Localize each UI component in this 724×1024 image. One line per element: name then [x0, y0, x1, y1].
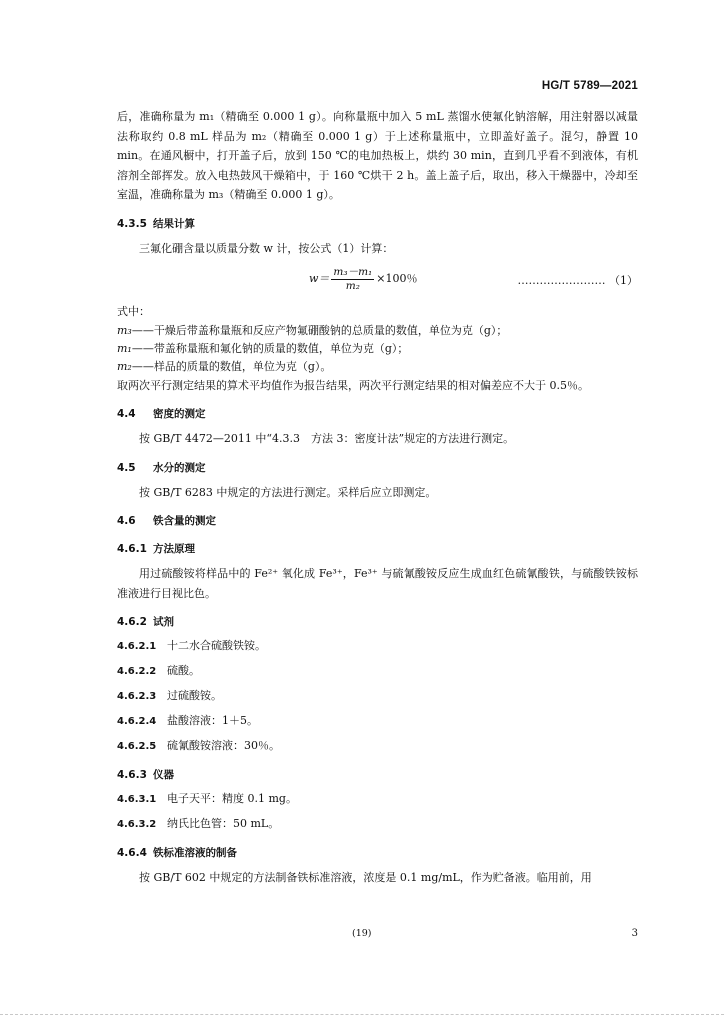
reagent-item [117, 712, 638, 731]
instrument-item [117, 790, 638, 809]
result-note: 取两次平行测定结果的算术平均值作为报告结果，两次平行测定结果的相对偏差应不大于 0.5％。 [117, 378, 589, 392]
section-heading-4-6 [117, 512, 638, 530]
section-number: 4.3.5 [117, 217, 147, 230]
page-marker: (19) [352, 928, 372, 939]
section-text: 用过硫酸铵将样品中的 Fe²⁺ 氧化成 Fe³⁺，Fe³⁺ 与硫氰酸铵反应生成血红色硫氰酸铁，与硫酸铁铵标准液进行目视比色。 [117, 567, 638, 600]
item-text: 电子天平：精度 0.1 mg。 [167, 792, 297, 805]
section-heading-4-3-5 [117, 215, 638, 233]
section-title: 仪器 [153, 769, 174, 781]
section-number: 4.4 [117, 408, 136, 420]
legend-symbol: m₃ [117, 323, 132, 337]
item-number: 4.6.3.1 [117, 794, 157, 805]
formula-fraction [331, 264, 374, 292]
section-heading-4-6-2 [117, 613, 638, 631]
formula-numerator: m₃－m₁ [333, 266, 373, 278]
item-text: 十二水合硫酸铁铵。 [167, 639, 266, 652]
formula-expression [309, 264, 417, 292]
section-heading-4-5 [117, 459, 638, 477]
section-heading-4-6-4 [117, 844, 638, 862]
legend-desc: ——样品的质量的数值，单位为克（g）。 [131, 359, 332, 373]
item-text: 盐酸溶液：1＋5。 [167, 714, 258, 727]
section-number: 4.6.3 [117, 769, 147, 781]
page-number: 3 [631, 928, 638, 939]
intro-paragraph: 后，准确称量为 m₁（精确至 0.000 1 g）。向称量瓶中加入 5 mL 蒸馏水使氟化钠溶解，用注射器以减量法称取约 0.8 mL 样品为 m₂（精确至 0.000 1 g）于上述称量瓶中，立即盖好盖子。混匀，静置 10 min。在通风橱中，打开盖子后，放到 150 ℃的电加热板上，烘约 30 min，直到几乎看不到液体，有机溶剂全部挥发。放入电热鼓风干燥箱中，于 160 ℃烘干 2 h。盖上盖子后，取出，移入干燥器中，冷却至室温，准确称量为 m₃（精确至 0.000 1 g）。 [117, 110, 638, 201]
item-text: 硫氰酸铵溶液：30％。 [167, 739, 280, 752]
calc-lead: 三氟化硼含量以质量分数 w 计，按公式（1）计算： [139, 241, 394, 255]
section-text: 按 GB/T 6283 中规定的方法进行测定。采样后应立即测定。 [139, 485, 437, 499]
legend-item [117, 322, 638, 340]
section-number: 4.6.1 [117, 543, 147, 555]
formula-denominator: m₂ [345, 280, 360, 292]
item-number: 4.6.2.2 [117, 666, 157, 677]
formula-number: …………………… （1） [517, 274, 638, 287]
section-title: 铁含量的测定 [153, 515, 216, 527]
item-number: 4.6.2.4 [117, 716, 157, 727]
scan-edge-divider [0, 1014, 724, 1015]
section-number: 4.6.2 [117, 616, 147, 628]
reagent-item [117, 687, 638, 706]
standard-code: HG/T 5789—2021 [541, 80, 638, 92]
legend-desc: ——带盖称量瓶和氟化钠的质量的数值，单位为克（g）； [131, 341, 409, 355]
section-number: 4.5 [117, 461, 136, 474]
legend-symbol: m₂ [117, 359, 132, 373]
item-number: 4.6.3.2 [117, 819, 157, 830]
section-heading-4-4 [117, 405, 638, 423]
item-number: 4.6.2.5 [117, 741, 157, 752]
instrument-item [117, 815, 638, 834]
legend-desc: ——干燥后带盖称量瓶和反应产物氟硼酸钠的总质量的数值，单位为克（g）； [131, 323, 508, 337]
item-text: 硫酸。 [167, 664, 200, 677]
section-heading-4-6-3 [117, 766, 638, 784]
document-body [117, 107, 638, 888]
section-number: 4.6.4 [117, 847, 147, 859]
legend-symbol: m₁ [117, 341, 132, 355]
section-heading-4-6-1 [117, 540, 638, 558]
section-text: 按 GB/T 602 中规定的方法制备铁标准溶液，浓度是 0.1 mg/mL，作为贮备液。临用前，用 [139, 871, 592, 884]
section-title: 试剂 [153, 616, 174, 628]
section-title: 密度的测定 [153, 408, 206, 420]
reagent-item [117, 737, 638, 756]
section-title: 铁标准溶液的制备 [153, 847, 237, 859]
section-number: 4.6 [117, 515, 136, 527]
legend-item [117, 340, 638, 358]
item-text: 纳氏比色管：50 mL。 [167, 817, 280, 830]
formula-rhs: ×100％ [376, 272, 418, 285]
section-title: 水分的测定 [153, 461, 206, 474]
item-number: 4.6.2.3 [117, 691, 157, 702]
reagent-item [117, 662, 638, 681]
legend-item [117, 358, 638, 376]
reagent-item [117, 637, 638, 656]
section-text: 按 GB/T 4472—2011 中“4.3.3 方法 3：密度计法”规定的方法进行测定。 [139, 432, 515, 445]
where-label: 式中： [117, 305, 150, 318]
formula-1 [117, 260, 638, 298]
section-title: 方法原理 [153, 543, 195, 555]
item-number: 4.6.2.1 [117, 641, 157, 652]
item-text: 过硫酸铵。 [167, 689, 222, 702]
section-title: 结果计算 [153, 217, 195, 230]
formula-lhs: w＝ [309, 272, 330, 285]
